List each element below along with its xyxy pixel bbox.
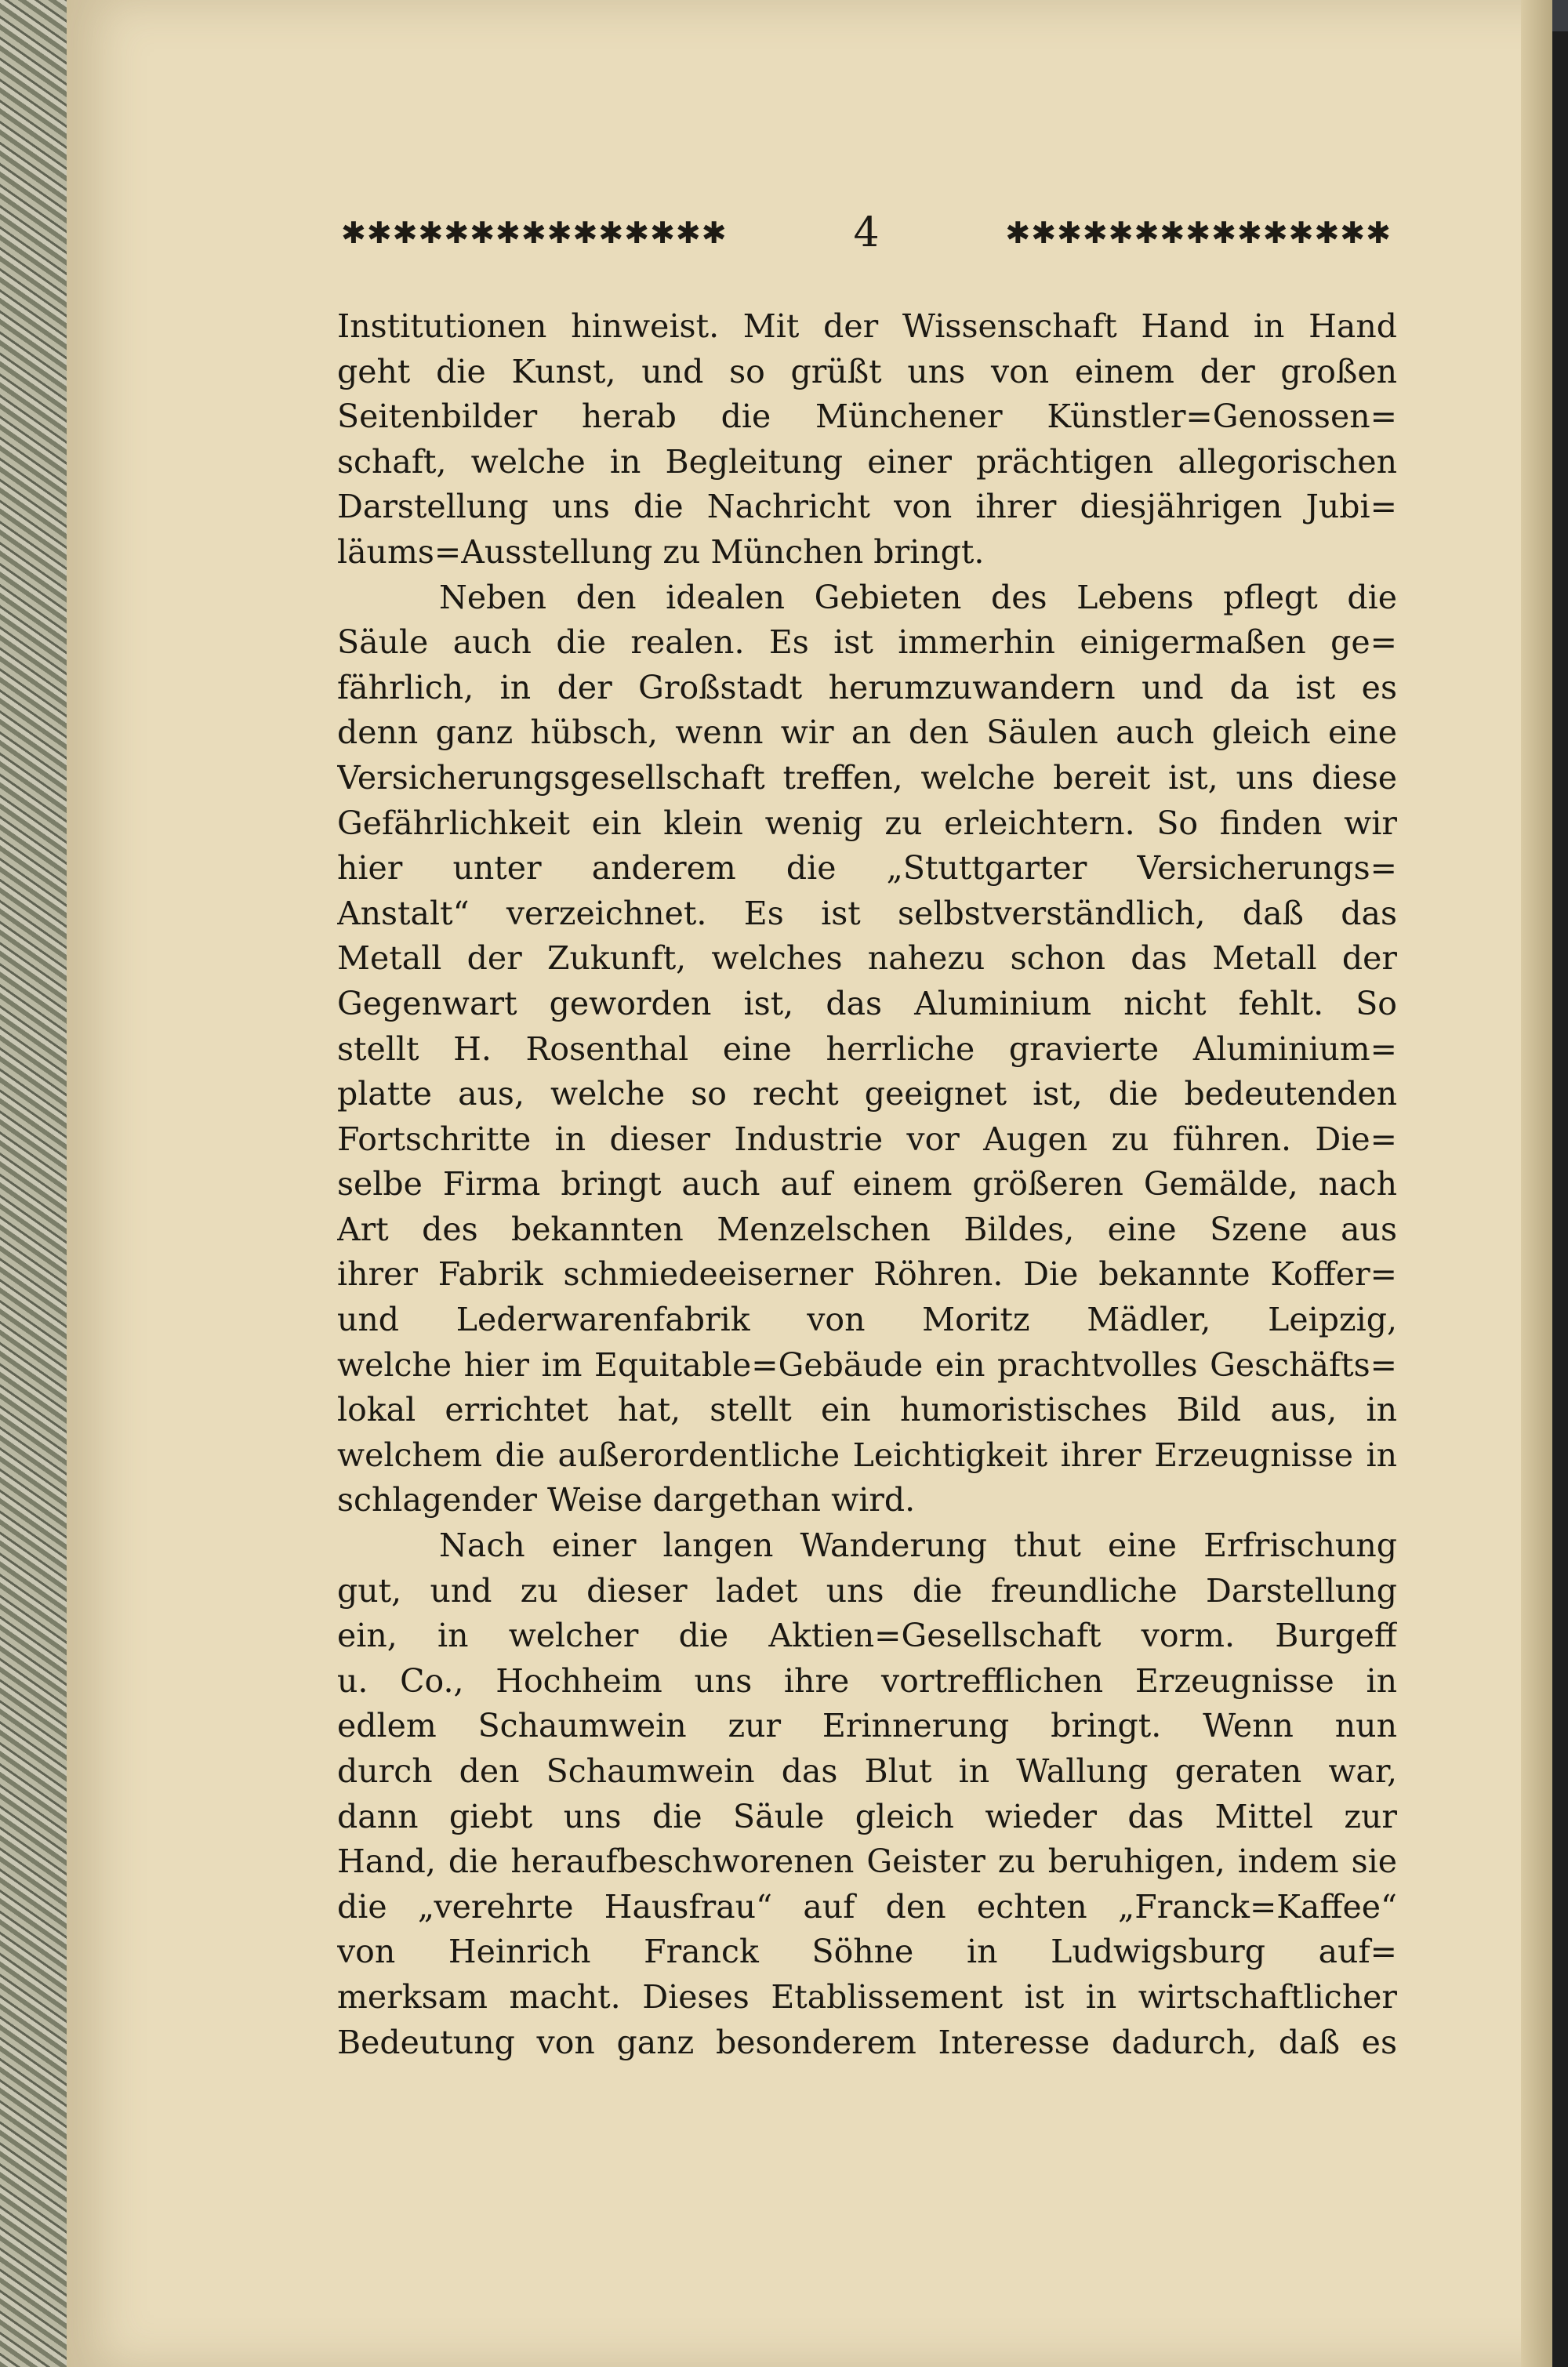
text-line: Institutionen hinweist. Mit der Wissenschaft Hand in Hand [337, 307, 1397, 345]
text-line: Säule auch die realen. Es ist immerhin einigermaßen ge= [337, 623, 1397, 662]
text-line: die „verehrte Hausfrau“ auf den echten „Franck=Kaffee“ [337, 1887, 1397, 1926]
text-line: hier unter anderem die „Stuttgarter Versicherungs= [337, 849, 1397, 888]
text-line: Hand, die heraufbeschworenen Geister zu beruhigen, indem sie [337, 1842, 1397, 1881]
text-line: Metall der Zukunft, welches nahezu schon das Metall der [337, 939, 1397, 978]
text-line: edlem Schaumwein zur Erinnerung bringt. Wenn nun [337, 1707, 1397, 1745]
text-line: von Heinrich Franck Söhne in Ludwigsburg auf= [337, 1933, 1397, 1971]
text-line: Gefährlichkeit ein klein wenig zu erleichtern. So finden wir [337, 804, 1397, 842]
text-line: dann giebt uns die Säule gleich wieder das Mittel zur [337, 1797, 1397, 1835]
text-line: ihrer Fabrik schmiedeeiserner Röhren. Die bekannte Koffer= [337, 1255, 1397, 1294]
text-line: Fortschritte in dieser Industrie vor Augen zu führen. Die= [337, 1120, 1397, 1158]
text-line: Seitenbilder herab die Münchener Künstler=Genossen= [337, 398, 1397, 436]
text-line: Art des bekannten Menzelschen Bildes, eine Szene aus [337, 1210, 1397, 1248]
page-edge [1521, 0, 1552, 2367]
text-line: Darstellung uns die Nachricht von ihrer diesjährigen Jubi= [337, 488, 1397, 526]
text-line: schaft, welche in Begleitung einer prächtigen allegorischen [337, 442, 1397, 481]
binding-edge [0, 0, 67, 2367]
header-ornament-right: ✱✱✱✱✱✱✱✱✱✱✱✱✱✱✱ [1005, 216, 1392, 250]
text-line: platte aus, welche so recht geeignet ist, die bedeutenden [337, 1075, 1397, 1113]
page-header [341, 205, 1392, 260]
text-line: selbe Firma bringt auch auf einem größeren Gemälde, nach [337, 1165, 1397, 1203]
header-ornament-left: ✱✱✱✱✱✱✱✱✱✱✱✱✱✱✱ [341, 216, 728, 250]
text-line: Nach einer langen Wanderung thut eine Erfrischung [439, 1527, 1397, 1565]
text-line: Bedeutung von ganz besonderem Interesse dadurch, daß es [337, 2023, 1397, 2061]
text-line: Anstalt“ verzeichnet. Es ist selbstverständlich, daß das [337, 894, 1397, 932]
text-line: welche hier im Equitable=Gebäude ein prachtvolles Geschäfts= [337, 1345, 1397, 1384]
page-number: 4 [853, 209, 880, 256]
text-line: denn ganz hübsch, wenn wir an den Säulen auch gleich eine [337, 713, 1397, 752]
text-line: Gegenwart geworden ist, das Aluminium nicht fehlt. So [337, 984, 1397, 1022]
text-line: durch den Schaumwein das Blut in Wallung geraten war, [337, 1752, 1397, 1790]
text-line: Neben den idealen Gebieten des Lebens pflegt die [439, 578, 1397, 616]
text-line: stellt H. Rosenthal eine herrliche gravierte Aluminium= [337, 1029, 1397, 1068]
text-line: schlagender Weise dargethan wird. [337, 1481, 916, 1519]
text-line: Versicherungsgesellschaft treffen, welche bereit ist, uns diese [337, 758, 1397, 797]
text-line: u. Co., Hochheim uns ihre vortrefflichen Erzeugnisse in [337, 1661, 1397, 1700]
text-line: gut, und zu dieser ladet uns die freundliche Darstellung [337, 1571, 1397, 1610]
text-line: und Lederwarenfabrik von Moritz Mädler, Leipzig, [337, 1301, 1397, 1339]
text-line: geht die Kunst, und so grüßt uns von einem der großen [337, 352, 1397, 390]
text-line: läums=Ausstellung zu München bringt. [337, 532, 985, 571]
text-line: fährlich, in der Großstadt herumzuwandern und da ist es [337, 668, 1397, 706]
text-line: merksam macht. Dieses Etablissement ist in wirtschaftlicher [337, 1977, 1397, 2016]
text-line: welchem die außerordentliche Leichtigkeit ihrer Erzeugnisse in [337, 1436, 1397, 1474]
text-line: ein, in welcher die Aktien=Gesellschaft vorm. Burgeff [337, 1617, 1397, 1655]
body-text [337, 304, 1397, 2065]
text-line: lokal errichtet hat, stellt ein humoristisches Bild aus, in [337, 1391, 1397, 1429]
